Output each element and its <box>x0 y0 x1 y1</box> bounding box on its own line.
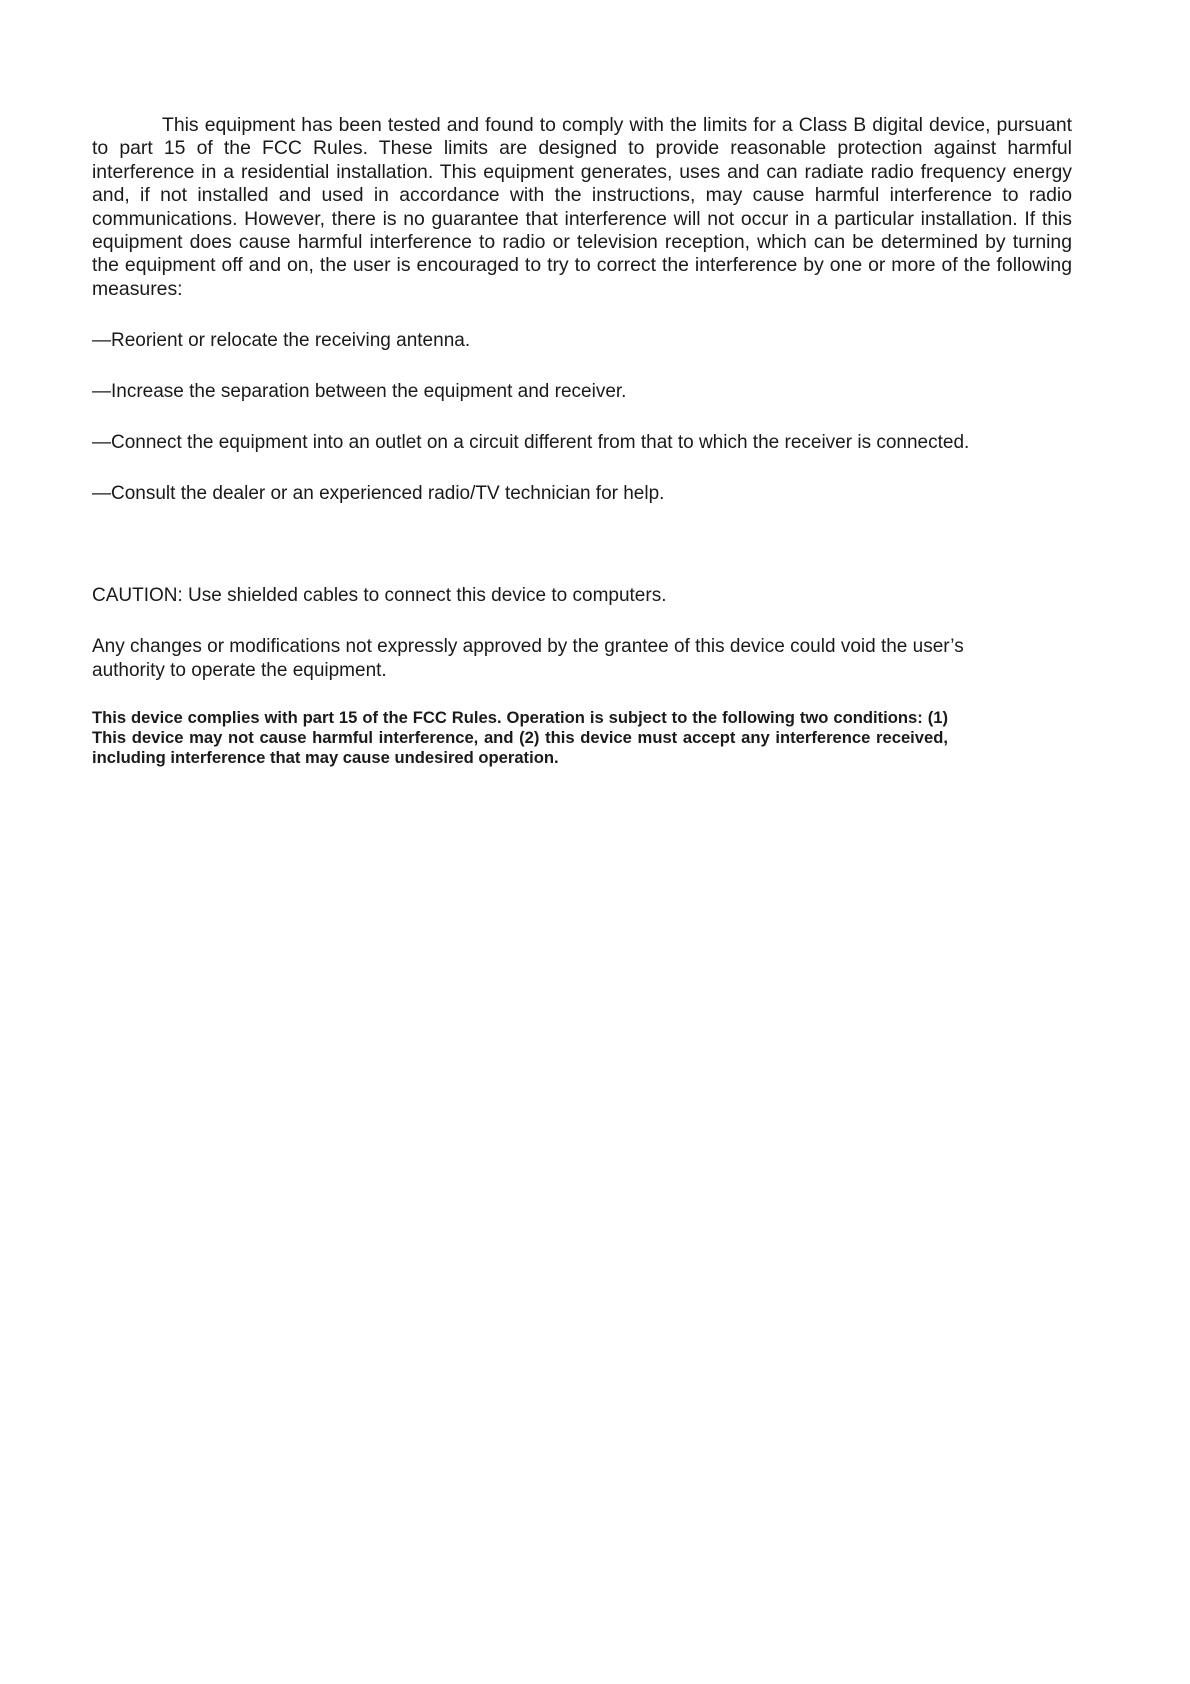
measures-list <box>92 329 1072 505</box>
compliance-statement: This device complies with part 15 of the FCC Rules. Operation is subject to the following two conditions: (1) This device may not cause harmful interference, and (2) this device must accept any interference received, including interference that may cause undesired operation. <box>92 708 948 768</box>
measure-item: —Increase the separation between the equipment and receiver. <box>92 381 627 403</box>
measure-item: —Reorient or relocate the receiving antenna. <box>92 330 471 352</box>
changes-warning: Any changes or modifications not expressly approved by the grantee of this device could void the user’s authority to operate the equipment. <box>92 636 964 681</box>
measure-item: —Connect the equipment into an outlet on a circuit different from that to which the receiver is connected. <box>92 432 970 454</box>
intro-paragraph: This equipment has been tested and found to comply with the limits for a Class B digital device, pursuant to part 15 of the FCC Rules. These limits are designed to provide reasonable protection against harmful interference in a residential installation. This equipment generates, uses and can radiate radio frequency energy and, if not installed and used in accordance with the instructions, may cause harmful interference to radio communications. However, there is no guarantee that interference will not occur in a particular installation. If this equipment does cause harmful interference to radio or television reception, which can be determined by turning the equipment off and on, the user is encouraged to try to correct the interference by one or more of the following measures: <box>92 114 1072 300</box>
measure-item: —Consult the dealer or an experienced radio/TV technician for help. <box>92 483 665 505</box>
fcc-statement <box>92 114 1072 768</box>
caution-note: CAUTION: Use shielded cables to connect this device to computers. <box>92 585 667 607</box>
